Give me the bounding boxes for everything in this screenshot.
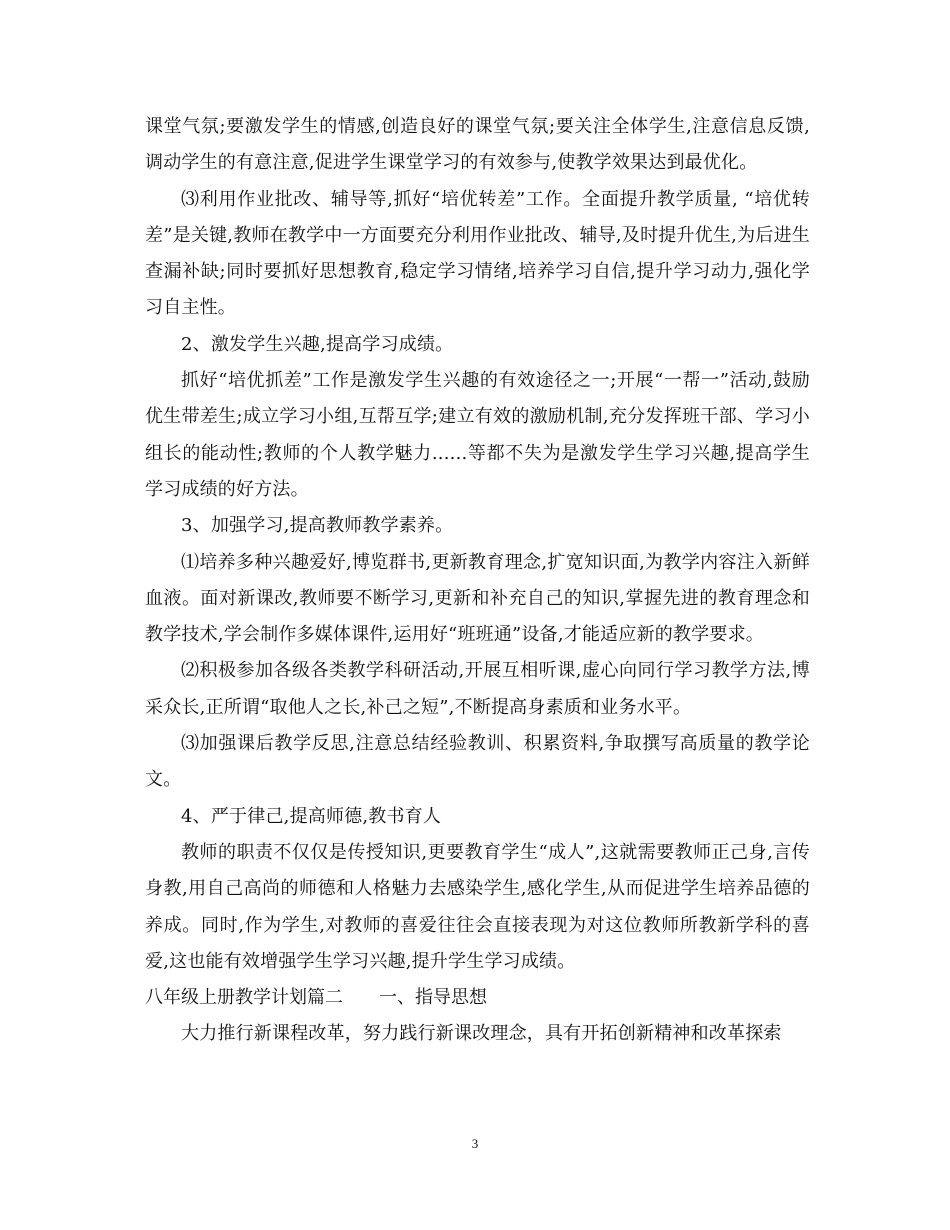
item-heading-ethics: 4、严于律己,提高师德,教书育人 — [181, 805, 442, 827]
paragraph-ethics: 教师的职责不仅仅是传授知识,更要教育学生“成人”,这就需要教师正己身,言传身教,用自己高尚的师德和人格魅力去感染学生,感化学生,从而促进学生培养品德的养成。同时,作为学生,对教师的喜爱往往会直接表现为对这位教师所教新学科的喜爱,这也能有效增强学生学习兴趣,提升学生学习成绩。 — [145, 841, 810, 972]
paragraph-reflection: ⑶加强课后教学反思,注意总结经验教训、积累资料,争取撰写高质量的教学论文。 — [145, 733, 810, 791]
document-body — [145, 109, 810, 1053]
paragraph-research: ⑵积极参加各级各类教学科研活动,开展互相听课,虚心向同行学习教学方法,博采众长,正所谓“取他人之长,补己之短”,不断提高身素质和业务水平。 — [145, 660, 810, 718]
paragraph-guiding-thought: 大力推行新课程改革，努力践行新课改理念，具有开拓创新精神和改革探索 — [181, 1023, 782, 1045]
section-heading — [145, 980, 810, 1016]
section-subtitle: 一、指导思想 — [379, 987, 487, 1009]
paragraph-continuation: 课堂气氛;要激发学生的情感,创造良好的课堂气氛;要关注全体学生,注意信息反馈,调动学生的有意注意,促进学生课堂学习的有效参与,使教学效果达到最优化。 — [145, 116, 810, 174]
page-number: 3 — [471, 1136, 479, 1151]
item-heading-study: 3、加强学习,提高教师教学素养。 — [181, 515, 454, 537]
section-title: 八年级上册教学计划篇二 — [145, 987, 343, 1009]
paragraph-interest: 抓好“培优抓差”工作是激发学生兴趣的有效途径之一;开展“一帮一”活动,鼓励优生带差生;成立学习小组,互帮互学;建立有效的激励机制,充分发挥班干部、学习小组长的能动性;教师的个人教学魅力......等都不失为是激发学生学习兴趣,提高学生学习成绩的好方法。 — [145, 370, 810, 500]
paragraph-hobbies: ⑴培养多种兴趣爱好,博览群书,更新教育理念,扩宽知识面,为教学内容注入新鲜血液。面对新课改,教师要不断学习,更新和补充自己的知识,掌握先进的教育理念和教学技术,学会制作多媒体课件,运用好“班班通”设备,才能适应新的教学要求。 — [145, 551, 810, 646]
paragraph-homework-tutoring: ⑶利用作业批改、辅导等,抓好“培优转差”工作。全面提升教学质量, “培优转差”是关键,教师在教学中一方面要充分利用作业批改、辅导,及时提升优生,为后进生查漏补缺;同时要抓好思想教育,稳定学习情绪,培养学习自信,提升学习动力,强化学习自主性。 — [145, 188, 810, 319]
item-heading-interest: 2、激发学生兴趣,提高学习成绩。 — [181, 333, 454, 355]
